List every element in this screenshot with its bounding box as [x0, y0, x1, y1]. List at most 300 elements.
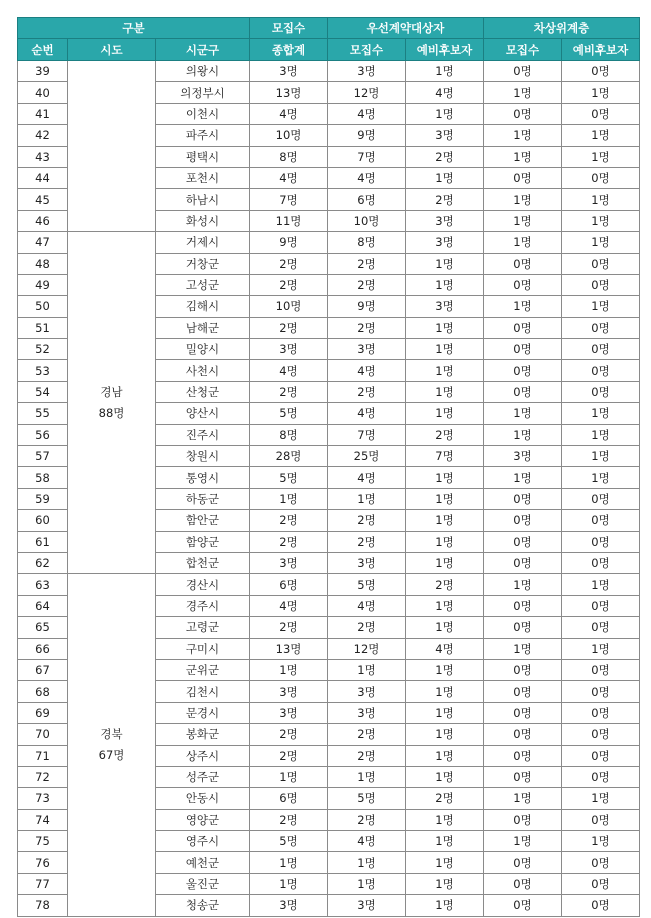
- priority-reserve-cell: 1명: [406, 531, 484, 552]
- row-number-cell: 72: [18, 766, 68, 787]
- row-number-cell: 49: [18, 274, 68, 295]
- next-recruit-cell: 0명: [484, 895, 562, 916]
- priority-reserve-cell: 2명: [406, 189, 484, 210]
- total-recruit-cell: 5명: [250, 467, 328, 488]
- next-recruit-cell: 0명: [484, 702, 562, 723]
- sigungu-cell: 평택시: [156, 146, 250, 167]
- row-number-cell: 45: [18, 189, 68, 210]
- priority-recruit-cell: 3명: [328, 895, 406, 916]
- priority-recruit-cell: 2명: [328, 724, 406, 745]
- next-recruit-cell: 0명: [484, 510, 562, 531]
- sigungu-cell: 화성시: [156, 210, 250, 231]
- sigungu-cell: 봉화군: [156, 724, 250, 745]
- priority-reserve-cell: 1명: [406, 766, 484, 787]
- total-recruit-cell: 5명: [250, 831, 328, 852]
- total-recruit-cell: 10명: [250, 125, 328, 146]
- table-header: [18, 18, 640, 61]
- next-recruit-cell: 0명: [484, 873, 562, 894]
- priority-reserve-cell: 2명: [406, 788, 484, 809]
- row-number-cell: 43: [18, 146, 68, 167]
- sigungu-cell: 통영시: [156, 467, 250, 488]
- header-col-next-recruit: 모집수: [484, 39, 562, 61]
- priority-reserve-cell: 7명: [406, 446, 484, 467]
- next-recruit-cell: 0명: [484, 745, 562, 766]
- next-reserve-cell: 0명: [562, 253, 640, 274]
- next-reserve-cell: 1명: [562, 446, 640, 467]
- row-number-cell: 57: [18, 446, 68, 467]
- priority-reserve-cell: 1명: [406, 659, 484, 680]
- next-reserve-cell: 0명: [562, 531, 640, 552]
- next-reserve-cell: 1명: [562, 146, 640, 167]
- priority-reserve-cell: 4명: [406, 638, 484, 659]
- priority-recruit-cell: 2명: [328, 531, 406, 552]
- region-name: 경남: [100, 384, 123, 399]
- sigungu-cell: 김해시: [156, 296, 250, 317]
- priority-reserve-cell: 1명: [406, 895, 484, 916]
- next-reserve-cell: 0명: [562, 617, 640, 638]
- priority-reserve-cell: 1명: [406, 403, 484, 424]
- sigungu-cell: 의정부시: [156, 82, 250, 103]
- priority-reserve-cell: 2명: [406, 574, 484, 595]
- sigungu-cell: 거제시: [156, 232, 250, 253]
- priority-reserve-cell: 1명: [406, 745, 484, 766]
- priority-recruit-cell: 2명: [328, 745, 406, 766]
- next-reserve-cell: 0명: [562, 381, 640, 402]
- next-recruit-cell: 0명: [484, 360, 562, 381]
- next-recruit-cell: 0명: [484, 552, 562, 573]
- priority-recruit-cell: 7명: [328, 424, 406, 445]
- total-recruit-cell: 3명: [250, 61, 328, 82]
- priority-reserve-cell: 1명: [406, 595, 484, 616]
- row-number-cell: 51: [18, 317, 68, 338]
- priority-recruit-cell: 2명: [328, 274, 406, 295]
- next-recruit-cell: 0명: [484, 681, 562, 702]
- priority-reserve-cell: 1명: [406, 360, 484, 381]
- sigungu-cell: 청송군: [156, 895, 250, 916]
- table-body: [18, 61, 640, 917]
- total-recruit-cell: 11명: [250, 210, 328, 231]
- next-reserve-cell: 0명: [562, 510, 640, 531]
- priority-reserve-cell: 2명: [406, 424, 484, 445]
- priority-recruit-cell: 5명: [328, 788, 406, 809]
- priority-recruit-cell: 1명: [328, 766, 406, 787]
- sigungu-cell: 하동군: [156, 488, 250, 509]
- sigungu-cell: 의왕시: [156, 61, 250, 82]
- recruitment-table-container: [17, 17, 640, 917]
- row-number-cell: 75: [18, 831, 68, 852]
- sigungu-cell: 경주시: [156, 595, 250, 616]
- next-recruit-cell: 0명: [484, 809, 562, 830]
- next-reserve-cell: 0명: [562, 895, 640, 916]
- sigungu-cell: 산청군: [156, 381, 250, 402]
- next-reserve-cell: 0명: [562, 702, 640, 723]
- sigungu-cell: 합천군: [156, 552, 250, 573]
- priority-reserve-cell: 2명: [406, 146, 484, 167]
- next-recruit-cell: 1명: [484, 210, 562, 231]
- next-recruit-cell: 0명: [484, 852, 562, 873]
- priority-recruit-cell: 4명: [328, 831, 406, 852]
- next-reserve-cell: 0명: [562, 360, 640, 381]
- next-reserve-cell: 1명: [562, 296, 640, 317]
- row-number-cell: 66: [18, 638, 68, 659]
- sigungu-cell: 고성군: [156, 274, 250, 295]
- priority-reserve-cell: 1명: [406, 339, 484, 360]
- priority-recruit-cell: 2명: [328, 510, 406, 531]
- sigungu-cell: 함양군: [156, 531, 250, 552]
- next-reserve-cell: 0명: [562, 873, 640, 894]
- next-recruit-cell: 0명: [484, 381, 562, 402]
- next-reserve-cell: 0명: [562, 766, 640, 787]
- next-reserve-cell: 1명: [562, 189, 640, 210]
- sigungu-cell: 성주군: [156, 766, 250, 787]
- total-recruit-cell: 3명: [250, 552, 328, 573]
- total-recruit-cell: 2명: [250, 745, 328, 766]
- priority-recruit-cell: 6명: [328, 189, 406, 210]
- priority-recruit-cell: 3명: [328, 552, 406, 573]
- sigungu-cell: 군위군: [156, 659, 250, 680]
- next-recruit-cell: 1명: [484, 831, 562, 852]
- next-recruit-cell: 0명: [484, 724, 562, 745]
- priority-recruit-cell: 25명: [328, 446, 406, 467]
- table-row: [18, 574, 640, 595]
- next-reserve-cell: 1명: [562, 788, 640, 809]
- total-recruit-cell: 1명: [250, 873, 328, 894]
- priority-recruit-cell: 4명: [328, 467, 406, 488]
- table-row: [18, 61, 640, 82]
- priority-recruit-cell: 2명: [328, 809, 406, 830]
- priority-recruit-cell: 4명: [328, 403, 406, 424]
- priority-reserve-cell: 1명: [406, 552, 484, 573]
- header-group-priority: 우선계약대상자: [328, 18, 484, 39]
- priority-recruit-cell: 1명: [328, 852, 406, 873]
- next-reserve-cell: 0명: [562, 274, 640, 295]
- sigungu-cell: 문경시: [156, 702, 250, 723]
- total-recruit-cell: 3명: [250, 339, 328, 360]
- total-recruit-cell: 2명: [250, 510, 328, 531]
- next-reserve-cell: 0명: [562, 317, 640, 338]
- priority-recruit-cell: 3명: [328, 339, 406, 360]
- row-number-cell: 52: [18, 339, 68, 360]
- next-recruit-cell: 0명: [484, 488, 562, 509]
- priority-reserve-cell: 1명: [406, 488, 484, 509]
- priority-recruit-cell: 5명: [328, 574, 406, 595]
- priority-recruit-cell: 3명: [328, 61, 406, 82]
- row-number-cell: 63: [18, 574, 68, 595]
- row-number-cell: 78: [18, 895, 68, 916]
- priority-recruit-cell: 12명: [328, 82, 406, 103]
- next-recruit-cell: 0명: [484, 595, 562, 616]
- priority-recruit-cell: 4명: [328, 360, 406, 381]
- total-recruit-cell: 2명: [250, 809, 328, 830]
- priority-recruit-cell: 2명: [328, 317, 406, 338]
- next-reserve-cell: 1명: [562, 831, 640, 852]
- table-row: [18, 232, 640, 253]
- next-recruit-cell: 1명: [484, 574, 562, 595]
- next-reserve-cell: 1명: [562, 467, 640, 488]
- header-col-priority-reserve: 예비후보자: [406, 39, 484, 61]
- next-recruit-cell: 1명: [484, 82, 562, 103]
- header-col-next-reserve: 예비후보자: [562, 39, 640, 61]
- total-recruit-cell: 2명: [250, 317, 328, 338]
- sigungu-cell: 울진군: [156, 873, 250, 894]
- priority-recruit-cell: 4명: [328, 167, 406, 188]
- row-number-cell: 39: [18, 61, 68, 82]
- priority-reserve-cell: 3명: [406, 232, 484, 253]
- next-reserve-cell: 1명: [562, 125, 640, 146]
- row-number-cell: 44: [18, 167, 68, 188]
- priority-recruit-cell: 7명: [328, 146, 406, 167]
- row-number-cell: 76: [18, 852, 68, 873]
- priority-recruit-cell: 8명: [328, 232, 406, 253]
- sigungu-cell: 구미시: [156, 638, 250, 659]
- total-recruit-cell: 6명: [250, 574, 328, 595]
- sigungu-cell: 영양군: [156, 809, 250, 830]
- sigungu-cell: 진주시: [156, 424, 250, 445]
- total-recruit-cell: 1명: [250, 852, 328, 873]
- total-recruit-cell: 28명: [250, 446, 328, 467]
- priority-reserve-cell: 1명: [406, 852, 484, 873]
- priority-reserve-cell: 3명: [406, 296, 484, 317]
- sigungu-cell: 예천군: [156, 852, 250, 873]
- priority-recruit-cell: 4명: [328, 595, 406, 616]
- row-number-cell: 59: [18, 488, 68, 509]
- sigungu-cell: 김천시: [156, 681, 250, 702]
- row-number-cell: 58: [18, 467, 68, 488]
- next-reserve-cell: 0명: [562, 681, 640, 702]
- next-reserve-cell: 0명: [562, 659, 640, 680]
- sigungu-cell: 거창군: [156, 253, 250, 274]
- sigungu-cell: 하남시: [156, 189, 250, 210]
- recruitment-table: [17, 17, 640, 917]
- priority-reserve-cell: 1명: [406, 274, 484, 295]
- next-reserve-cell: 0명: [562, 852, 640, 873]
- sigungu-cell: 이천시: [156, 103, 250, 124]
- region-total: 67명: [98, 748, 125, 762]
- sigungu-cell: 포천시: [156, 167, 250, 188]
- header-group-recruit: 모집수: [250, 18, 328, 39]
- row-number-cell: 55: [18, 403, 68, 424]
- next-recruit-cell: 1명: [484, 296, 562, 317]
- next-reserve-cell: 1명: [562, 403, 640, 424]
- total-recruit-cell: 8명: [250, 146, 328, 167]
- header-col-total: 종합계: [250, 39, 328, 61]
- next-recruit-cell: 0명: [484, 339, 562, 360]
- next-reserve-cell: 1명: [562, 82, 640, 103]
- region-cell: [68, 574, 156, 916]
- row-number-cell: 73: [18, 788, 68, 809]
- priority-reserve-cell: 1명: [406, 167, 484, 188]
- priority-reserve-cell: 1명: [406, 510, 484, 531]
- header-group-next-tier: 차상위계층: [484, 18, 640, 39]
- priority-recruit-cell: 9명: [328, 296, 406, 317]
- header-group-category: 구분: [18, 18, 250, 39]
- priority-reserve-cell: 1명: [406, 253, 484, 274]
- row-number-cell: 50: [18, 296, 68, 317]
- row-number-cell: 40: [18, 82, 68, 103]
- priority-reserve-cell: 1명: [406, 317, 484, 338]
- sigungu-cell: 창원시: [156, 446, 250, 467]
- priority-recruit-cell: 1명: [328, 659, 406, 680]
- priority-reserve-cell: 4명: [406, 82, 484, 103]
- next-recruit-cell: 0명: [484, 103, 562, 124]
- total-recruit-cell: 2명: [250, 274, 328, 295]
- row-number-cell: 54: [18, 381, 68, 402]
- total-recruit-cell: 3명: [250, 702, 328, 723]
- priority-reserve-cell: 1명: [406, 103, 484, 124]
- next-recruit-cell: 0명: [484, 766, 562, 787]
- row-number-cell: 60: [18, 510, 68, 531]
- sigungu-cell: 영주시: [156, 831, 250, 852]
- next-recruit-cell: 1명: [484, 189, 562, 210]
- total-recruit-cell: 4명: [250, 360, 328, 381]
- total-recruit-cell: 7명: [250, 189, 328, 210]
- header-col-priority-recruit: 모집수: [328, 39, 406, 61]
- priority-reserve-cell: 1명: [406, 467, 484, 488]
- total-recruit-cell: 9명: [250, 232, 328, 253]
- next-recruit-cell: 1명: [484, 146, 562, 167]
- next-reserve-cell: 0명: [562, 339, 640, 360]
- priority-recruit-cell: 2명: [328, 381, 406, 402]
- row-number-cell: 56: [18, 424, 68, 445]
- region-name: 경북: [100, 727, 123, 741]
- row-number-cell: 70: [18, 724, 68, 745]
- next-recruit-cell: 0명: [484, 167, 562, 188]
- priority-recruit-cell: 2명: [328, 617, 406, 638]
- next-recruit-cell: 3명: [484, 446, 562, 467]
- priority-reserve-cell: 1명: [406, 809, 484, 830]
- total-recruit-cell: 8명: [250, 424, 328, 445]
- sigungu-cell: 남해군: [156, 317, 250, 338]
- sigungu-cell: 사천시: [156, 360, 250, 381]
- next-reserve-cell: 0명: [562, 488, 640, 509]
- sigungu-cell: 경산시: [156, 574, 250, 595]
- sigungu-cell: 양산시: [156, 403, 250, 424]
- priority-recruit-cell: 4명: [328, 103, 406, 124]
- next-reserve-cell: 0명: [562, 61, 640, 82]
- row-number-cell: 77: [18, 873, 68, 894]
- next-recruit-cell: 1명: [484, 467, 562, 488]
- priority-recruit-cell: 9명: [328, 125, 406, 146]
- next-reserve-cell: 0명: [562, 595, 640, 616]
- next-reserve-cell: 0명: [562, 103, 640, 124]
- total-recruit-cell: 10명: [250, 296, 328, 317]
- priority-recruit-cell: 2명: [328, 253, 406, 274]
- total-recruit-cell: 2명: [250, 724, 328, 745]
- header-col-sigungu: 시군구: [156, 39, 250, 61]
- next-reserve-cell: 1명: [562, 574, 640, 595]
- total-recruit-cell: 2명: [250, 531, 328, 552]
- priority-recruit-cell: 3명: [328, 702, 406, 723]
- total-recruit-cell: 2명: [250, 253, 328, 274]
- row-number-cell: 67: [18, 659, 68, 680]
- region-total: 88명: [98, 405, 125, 420]
- row-number-cell: 53: [18, 360, 68, 381]
- priority-recruit-cell: 10명: [328, 210, 406, 231]
- priority-reserve-cell: 1명: [406, 702, 484, 723]
- row-number-cell: 64: [18, 595, 68, 616]
- sigungu-cell: 고령군: [156, 617, 250, 638]
- next-reserve-cell: 0명: [562, 167, 640, 188]
- total-recruit-cell: 2명: [250, 381, 328, 402]
- region-cell: [68, 232, 156, 574]
- total-recruit-cell: 13명: [250, 82, 328, 103]
- priority-reserve-cell: 1명: [406, 724, 484, 745]
- next-reserve-cell: 1명: [562, 232, 640, 253]
- priority-reserve-cell: 3명: [406, 210, 484, 231]
- next-reserve-cell: 1명: [562, 210, 640, 231]
- row-number-cell: 47: [18, 232, 68, 253]
- next-recruit-cell: 0명: [484, 659, 562, 680]
- row-number-cell: 42: [18, 125, 68, 146]
- next-recruit-cell: 1명: [484, 424, 562, 445]
- row-number-cell: 61: [18, 531, 68, 552]
- row-number-cell: 69: [18, 702, 68, 723]
- region-cell: [68, 61, 156, 232]
- next-recruit-cell: 1명: [484, 403, 562, 424]
- priority-recruit-cell: 1명: [328, 488, 406, 509]
- total-recruit-cell: 5명: [250, 403, 328, 424]
- row-number-cell: 65: [18, 617, 68, 638]
- priority-reserve-cell: 3명: [406, 125, 484, 146]
- header-col-sido: 시도: [68, 39, 156, 61]
- next-recruit-cell: 1명: [484, 788, 562, 809]
- sigungu-cell: 상주시: [156, 745, 250, 766]
- next-recruit-cell: 0명: [484, 531, 562, 552]
- priority-reserve-cell: 1명: [406, 873, 484, 894]
- next-recruit-cell: 1명: [484, 125, 562, 146]
- next-recruit-cell: 0명: [484, 61, 562, 82]
- next-reserve-cell: 1명: [562, 638, 640, 659]
- total-recruit-cell: 1명: [250, 488, 328, 509]
- priority-reserve-cell: 1명: [406, 831, 484, 852]
- total-recruit-cell: 2명: [250, 617, 328, 638]
- total-recruit-cell: 4명: [250, 103, 328, 124]
- row-number-cell: 41: [18, 103, 68, 124]
- sigungu-cell: 밀양시: [156, 339, 250, 360]
- priority-reserve-cell: 1명: [406, 381, 484, 402]
- row-number-cell: 46: [18, 210, 68, 231]
- sigungu-cell: 파주시: [156, 125, 250, 146]
- next-recruit-cell: 0명: [484, 317, 562, 338]
- next-reserve-cell: 0명: [562, 745, 640, 766]
- sigungu-cell: 함안군: [156, 510, 250, 531]
- next-reserve-cell: 0명: [562, 809, 640, 830]
- row-number-cell: 68: [18, 681, 68, 702]
- row-number-cell: 62: [18, 552, 68, 573]
- next-recruit-cell: 0명: [484, 274, 562, 295]
- sigungu-cell: 안동시: [156, 788, 250, 809]
- total-recruit-cell: 3명: [250, 681, 328, 702]
- next-recruit-cell: 1명: [484, 638, 562, 659]
- row-number-cell: 48: [18, 253, 68, 274]
- total-recruit-cell: 4명: [250, 595, 328, 616]
- priority-reserve-cell: 1명: [406, 681, 484, 702]
- next-recruit-cell: 0명: [484, 253, 562, 274]
- priority-recruit-cell: 1명: [328, 873, 406, 894]
- total-recruit-cell: 3명: [250, 895, 328, 916]
- total-recruit-cell: 13명: [250, 638, 328, 659]
- next-recruit-cell: 1명: [484, 232, 562, 253]
- total-recruit-cell: 4명: [250, 167, 328, 188]
- total-recruit-cell: 1명: [250, 659, 328, 680]
- row-number-cell: 71: [18, 745, 68, 766]
- next-reserve-cell: 1명: [562, 424, 640, 445]
- next-recruit-cell: 0명: [484, 617, 562, 638]
- row-number-cell: 74: [18, 809, 68, 830]
- priority-reserve-cell: 1명: [406, 61, 484, 82]
- priority-recruit-cell: 12명: [328, 638, 406, 659]
- next-reserve-cell: 0명: [562, 552, 640, 573]
